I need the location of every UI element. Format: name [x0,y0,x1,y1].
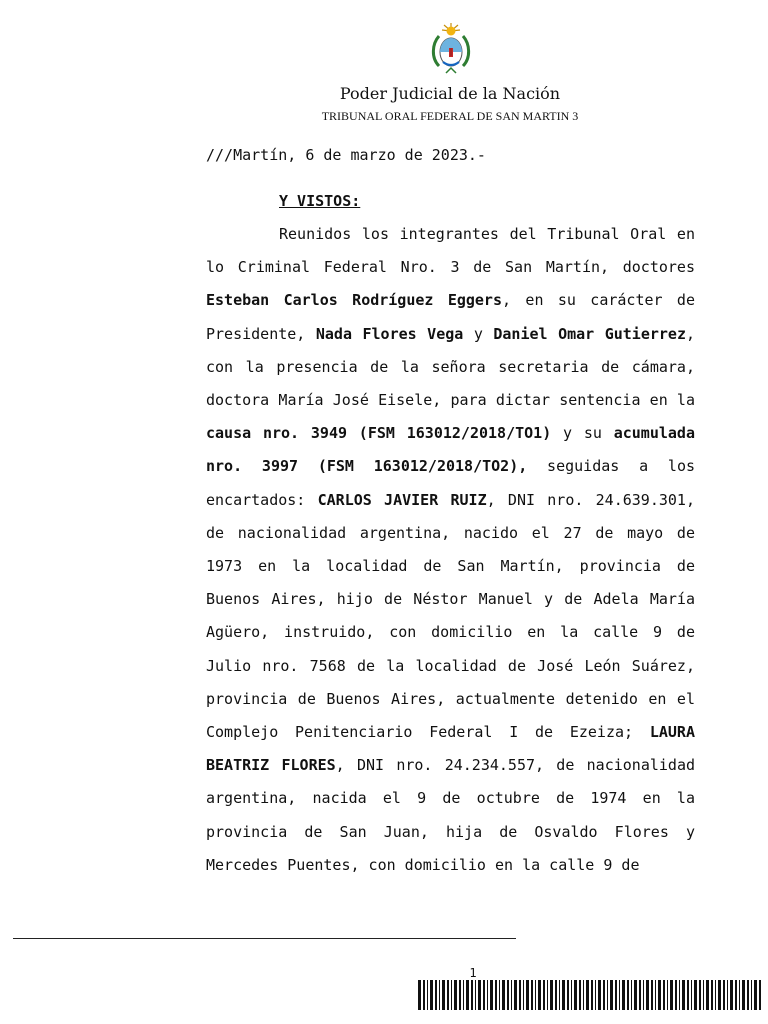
text-run: , con la presencia de la señora secretaria de cámara, doctora María José Eisele, para dictar sentencia en la [206,324,696,410]
bold-text-run: Esteban Carlos Rodríguez Eggers [206,291,502,310]
text-run: , en su carácter de Presidente, [206,291,695,343]
barcode-icon [418,980,763,1010]
bold-text-run: CARLOS JAVIER RUIZ [317,490,487,509]
page-number: 1 [469,966,477,980]
bold-text-run: Nada Flores Vega [315,324,464,343]
footnote-divider [13,938,516,939]
date-line: ///Martín, 6 de marzo de 2023.- [206,146,486,164]
text-run: seguidas a los encartados: [206,457,696,509]
text-run: , DNI nro. 24.639.301, de nacionalidad argentina, nacido el 27 de mayo de 1973 en la localidad de San Martín, provincia de Buenos Aires, hijo de Néstor Manuel y de Adela María Agüero, instruido, con domicilio en la calle 9 de Julio nro. 7568 de la localidad de José León Suárez, provincia de Buenos Aires, actualmente detenido en el Complejo Penitenciario Federal I de Ezeiza; [206,490,695,742]
argentina-coat-of-arms-icon [430,22,472,78]
bold-text-run: acumulada nro. 3997 (FSM 163012/2018/TO2), [206,424,695,476]
bold-text-run: causa nro. 3949 (FSM 163012/2018/TO1) [206,424,552,443]
tribunal-name: TRIBUNAL ORAL FEDERAL DE SAN MARTIN 3 [321,109,579,123]
text-run: , DNI nro. 24.234.557, de nacionalidad argentina, nacida el 9 de octubre de 1974 en la provincia de San Juan, hija de Osvaldo Flores y Mercedes Puentes, con domicilio en la calle 9 de [206,756,695,874]
text-run: Reunidos los integrantes del Tribunal Oral en lo Criminal Federal Nro. 3 de San Martín, doctores [206,225,695,277]
body-paragraph [206,218,695,882]
section-heading: Y VISTOS: [279,192,361,210]
text-run: y [463,324,494,343]
court-name: Poder Judicial de la Nación [339,84,561,103]
bold-text-run: LAURA BEATRIZ FLORES [206,723,695,775]
bold-text-run: Daniel Omar Gutierrez [493,324,686,343]
text-run: y su [551,424,614,443]
